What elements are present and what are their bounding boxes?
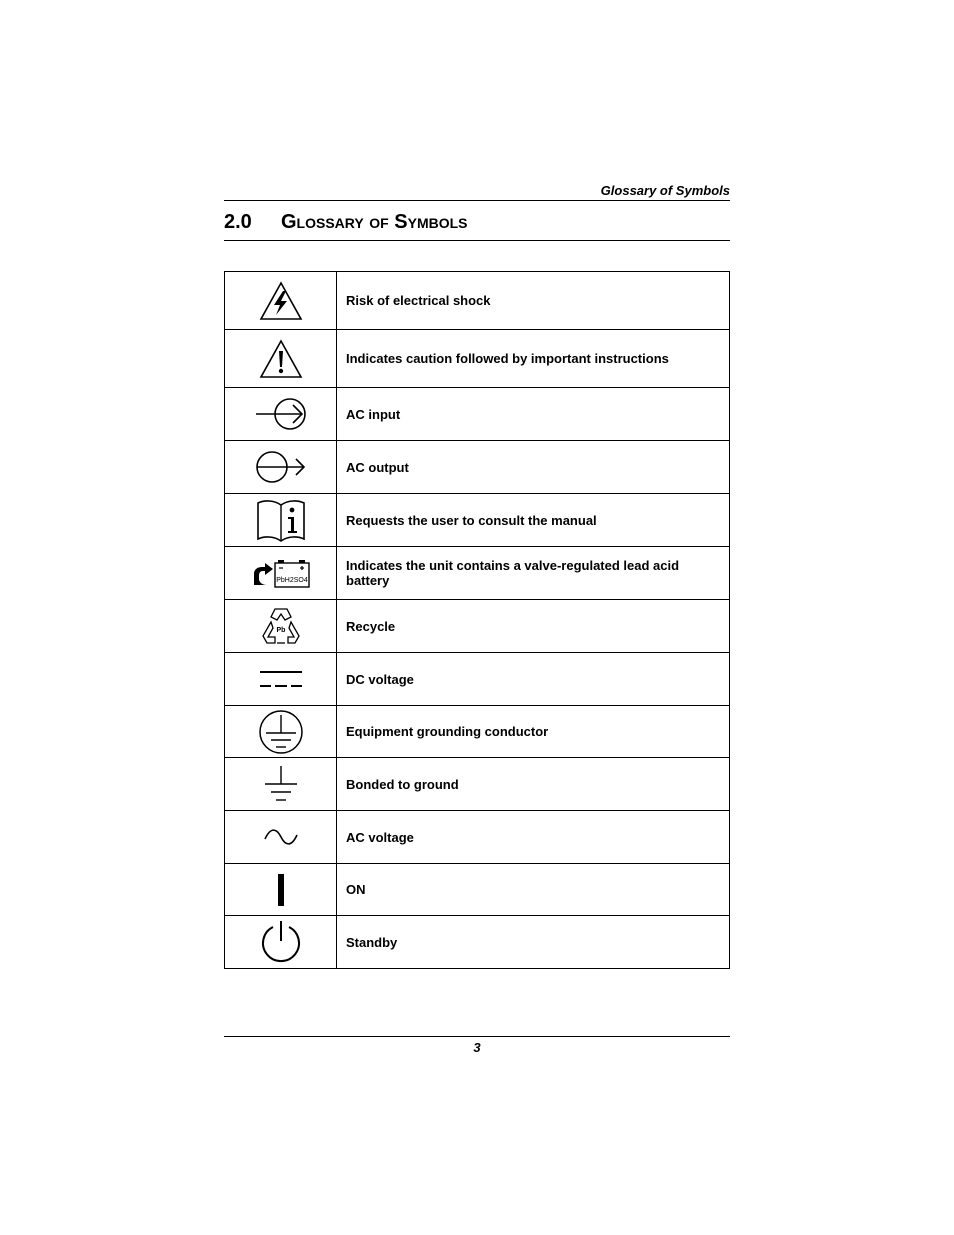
ac-input-icon (254, 396, 308, 432)
table-row (225, 272, 730, 330)
table-row (225, 916, 730, 969)
table-row (225, 441, 730, 494)
symbol-description: AC voltage (337, 811, 730, 864)
symbol-description: Standby (337, 916, 730, 969)
recycle-label: Pb (276, 627, 285, 634)
table-row (225, 706, 730, 758)
symbol-description: DC voltage (337, 653, 730, 706)
symbol-description: Indicates the unit contains a valve-regulated lead acid battery (337, 547, 730, 600)
section-number: 2.0 (224, 211, 252, 233)
symbol-description: Bonded to ground (337, 758, 730, 811)
symbol-description: AC input (337, 388, 730, 441)
table-row (225, 864, 730, 916)
battery-label: PbH2SO4 (275, 577, 308, 584)
on-icon (275, 872, 287, 908)
table-row (225, 653, 730, 706)
section-title: Glossary of Symbols (281, 211, 468, 233)
footer-rule (224, 1036, 730, 1037)
lead-acid-battery-icon (251, 557, 311, 589)
ground-icon (262, 764, 300, 804)
caution-exclamation-icon (259, 339, 303, 379)
consult-manual-icon (254, 497, 308, 543)
symbol-description: Equipment grounding conductor (337, 706, 730, 758)
ac-voltage-icon (262, 826, 300, 848)
table-row (225, 758, 730, 811)
standby-icon (258, 919, 304, 965)
table-row (225, 600, 730, 653)
section-heading (224, 207, 730, 241)
table-row (225, 547, 730, 600)
symbol-description: AC output (337, 441, 730, 494)
table-row (225, 811, 730, 864)
electrical-shock-warning-icon (259, 281, 303, 321)
recycle-icon (258, 605, 304, 647)
protective-earth-icon (258, 709, 304, 755)
running-header: Glossary of Symbols (224, 183, 730, 201)
symbol-description: Indicates caution followed by important instructions (337, 330, 730, 388)
symbol-description: Risk of electrical shock (337, 272, 730, 330)
symbol-description: Recycle (337, 600, 730, 653)
symbols-table (224, 271, 730, 969)
dc-voltage-icon (258, 668, 304, 690)
symbol-description: ON (337, 864, 730, 916)
table-row (225, 388, 730, 441)
ac-output-icon (254, 449, 308, 485)
symbol-description: Requests the user to consult the manual (337, 494, 730, 547)
table-row (225, 330, 730, 388)
table-row (225, 494, 730, 547)
page-number: 3 (473, 1040, 481, 1055)
